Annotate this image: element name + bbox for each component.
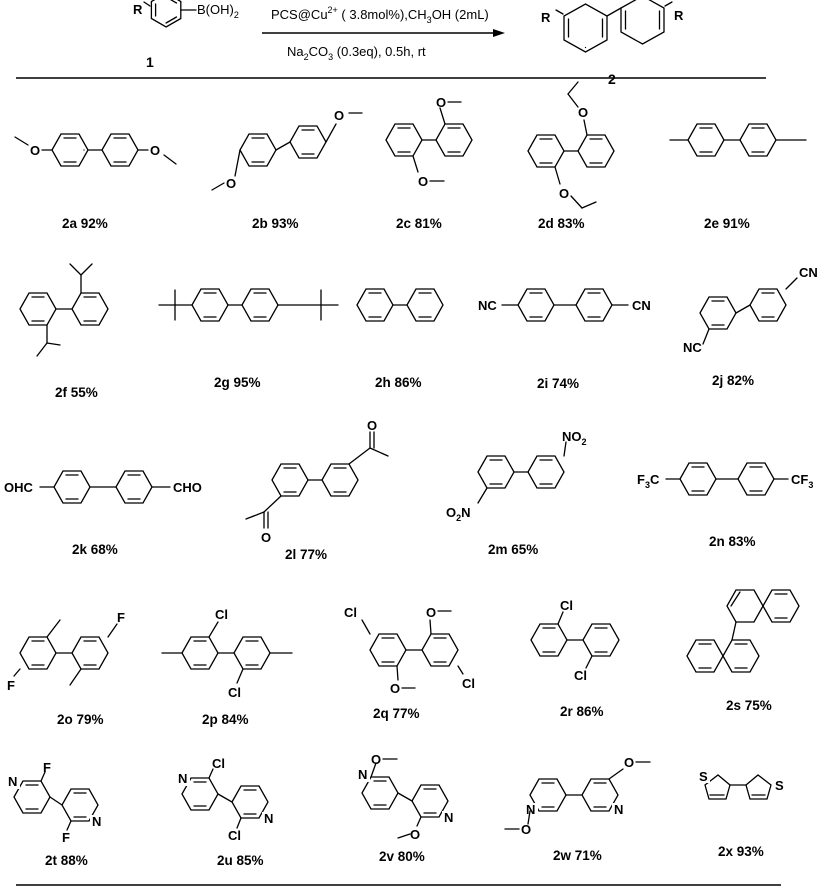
svg-text:CF3: $CF_3$	[791, 472, 814, 490]
compound-2h	[357, 289, 443, 390]
svg-text:N: N	[358, 767, 368, 782]
svg-text:O: O	[334, 108, 345, 123]
svg-text:N: N	[92, 814, 102, 829]
compound-label-2t: 2t 88%	[45, 853, 88, 868]
compound-2l	[246, 418, 388, 562]
compound-2w	[505, 755, 650, 863]
compound-label-2l: 2l 77%	[285, 547, 328, 562]
compound-2n	[637, 463, 813, 549]
compound-2b	[212, 108, 362, 231]
substituent-r-product-right: R	[674, 8, 684, 23]
condition-catalyst: $PCS@Cu^{2+}$ ( $3.8mol\%),CH_3OH$ (2mL)	[271, 5, 489, 25]
substituent-r-product-left: R	[541, 10, 551, 25]
svg-text:N: N	[8, 774, 18, 789]
svg-text:N: N	[444, 810, 454, 825]
svg-text:O: O	[410, 827, 421, 842]
svg-text:Cl: Cl	[228, 685, 241, 700]
svg-text:OHC: OHC	[4, 480, 33, 495]
compound-2v	[356, 752, 456, 864]
svg-text:NO2: $NO_2$	[562, 429, 587, 447]
svg-text:S: S	[699, 769, 708, 784]
svg-text:S: S	[775, 778, 784, 793]
compound-label-2d: 2d 83%	[538, 216, 585, 231]
compound-2i	[478, 289, 651, 391]
compound-2x	[697, 769, 786, 859]
svg-text:Cl: Cl	[228, 828, 241, 843]
compound-2p	[162, 607, 292, 727]
compound-label-2u: 2u 85%	[217, 853, 264, 868]
svg-text:F: F	[117, 610, 125, 625]
svg-text:N: N	[178, 771, 188, 786]
compound-label-2v: 2v 80%	[379, 849, 425, 864]
compound-2r	[531, 598, 619, 719]
svg-text:NC: NC	[478, 298, 497, 313]
compound-2f	[20, 264, 108, 400]
svg-text:B(OH)2	[197, 2, 239, 20]
compound-label-2g: 2g 95%	[214, 375, 261, 390]
compound-2s	[687, 590, 799, 713]
svg-text:O: O	[624, 755, 635, 770]
svg-text:O: O	[367, 418, 378, 433]
compound-label-2e: 2e 91%	[704, 216, 750, 231]
compound-label-2m: 2m 65%	[488, 542, 539, 557]
svg-text:CN: CN	[799, 265, 818, 280]
compound-2k	[4, 471, 202, 557]
compound-label-2b: 2b 93%	[252, 216, 299, 231]
svg-text:Cl: Cl	[462, 676, 475, 691]
compound-label-2j: 2j 82%	[712, 373, 755, 388]
compound-label-2n: 2n 83%	[709, 534, 756, 549]
svg-text:O: O	[578, 105, 589, 120]
compound-label-2x: 2x 93%	[718, 844, 764, 859]
svg-text:N: N	[614, 802, 624, 817]
compound-2q	[344, 605, 475, 721]
svg-text:O: O	[30, 143, 41, 158]
compound-2a	[15, 134, 176, 231]
svg-text:O: O	[436, 95, 447, 110]
compound-2j	[683, 265, 818, 388]
svg-text:O: O	[371, 752, 382, 767]
svg-text:F: F	[7, 678, 15, 693]
svg-text:O: O	[390, 681, 401, 696]
svg-text:O: O	[426, 605, 437, 620]
svg-text:Cl: Cl	[212, 756, 225, 771]
compound-label-2f: 2f 55%	[55, 385, 98, 400]
compound-label-2k: 2k 68%	[72, 542, 118, 557]
compound-2m	[446, 429, 587, 557]
svg-text:O: O	[261, 530, 272, 545]
svg-text:F: F	[43, 760, 51, 775]
compound-label-2a: 2a 92%	[62, 216, 108, 231]
compound-label-2p: 2p 84%	[202, 712, 249, 727]
svg-text:Cl: Cl	[215, 607, 228, 622]
compound-2e	[670, 124, 806, 231]
compound-label-2w: 2w 71%	[553, 848, 602, 863]
substituent-r-reactant: R	[133, 2, 143, 17]
compound-label-2s: 2s 75%	[726, 698, 772, 713]
condition-base: $Na_2CO_3$ (0.3eq), 0.5h, rt	[287, 44, 426, 62]
svg-text:NC: NC	[683, 340, 702, 355]
svg-text:Cl: Cl	[344, 605, 357, 620]
compound-label-2o: 2o 79%	[57, 712, 104, 727]
svg-text:O: O	[418, 174, 429, 189]
svg-text:O: O	[559, 186, 570, 201]
svg-text:O2N: $O_2N$	[446, 505, 471, 523]
compound-label-2i: 2i 74%	[537, 376, 580, 391]
svg-text:F: F	[62, 830, 70, 845]
compound-2o	[7, 610, 125, 727]
compound-2g	[159, 289, 338, 390]
compound-2c	[386, 95, 472, 231]
reaction-scheme	[133, 0, 684, 87]
svg-text:O: O	[150, 143, 161, 158]
product-number: 2	[608, 71, 616, 87]
compound-label-2q: 2q 77%	[373, 706, 420, 721]
boronic-acid-label: B(OH)	[197, 2, 234, 17]
svg-text:Cl: Cl	[560, 598, 573, 613]
svg-text:F3C: $F_3C$	[637, 472, 660, 490]
compound-2d	[528, 82, 614, 231]
compound-label-2h: 2h 86%	[375, 375, 422, 390]
svg-text:N: N	[526, 802, 536, 817]
compound-label-2r: 2r 86%	[560, 704, 604, 719]
svg-text:O: O	[521, 822, 532, 837]
svg-text:CN: CN	[632, 298, 651, 313]
compound-2t	[6, 760, 104, 868]
svg-text:N: N	[264, 811, 274, 826]
svg-text:O: O	[226, 176, 237, 191]
compound-2u	[176, 756, 276, 868]
reactant-number: 1	[146, 54, 154, 70]
compound-label-2c: 2c 81%	[396, 216, 442, 231]
svg-text:Cl: Cl	[574, 668, 587, 683]
boronic-acid-subscript: 2	[233, 10, 239, 20]
svg-text:CHO: CHO	[173, 480, 202, 495]
